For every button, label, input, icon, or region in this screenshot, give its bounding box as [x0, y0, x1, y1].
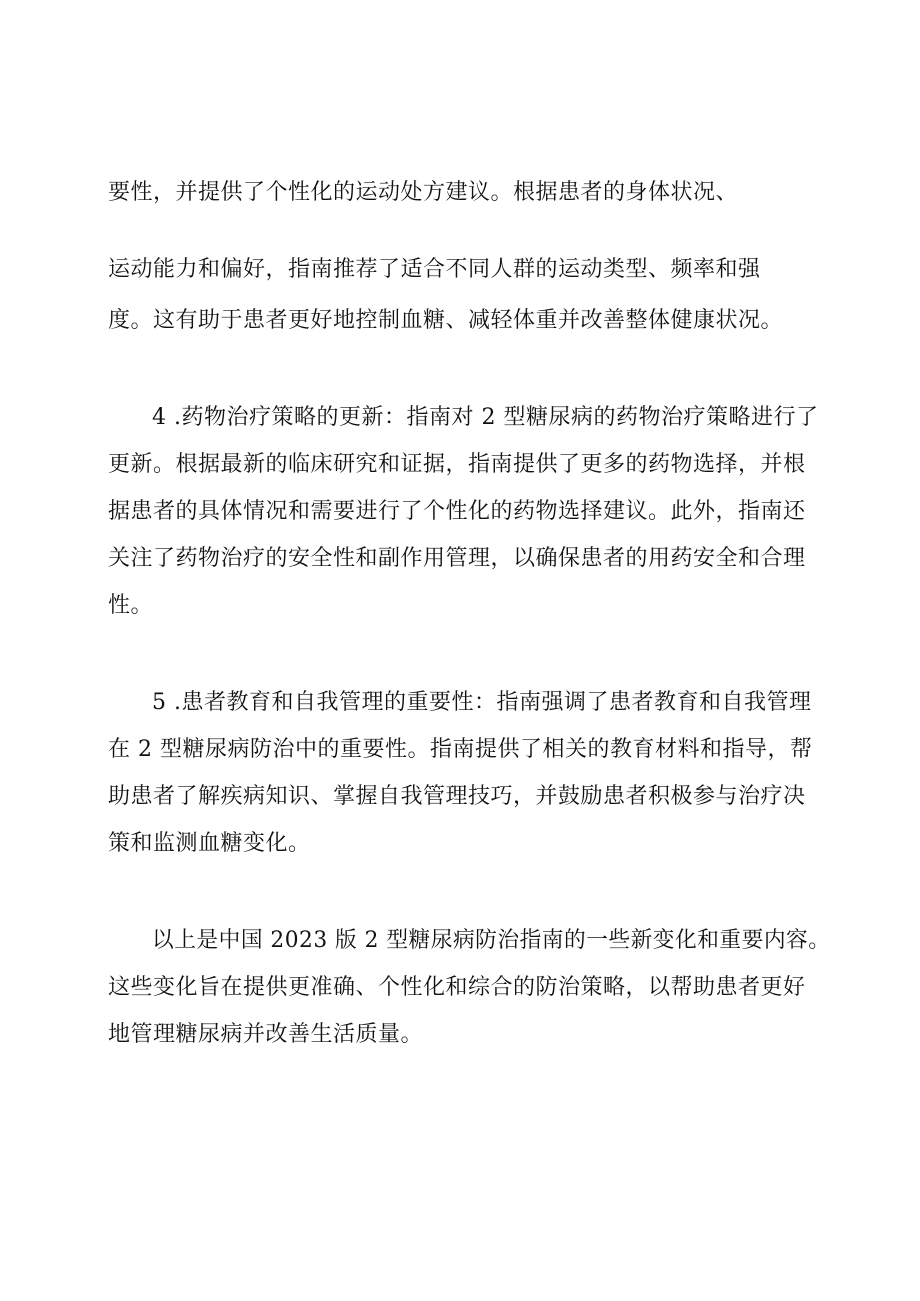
text-line: 性。 [108, 593, 154, 618]
text-line: 4 .药物治疗策略的更新：指南对 2 型糖尿病的药物治疗策略进行了 [152, 405, 819, 430]
text-line: 策和监测血糖变化。 [108, 831, 311, 856]
text-line: 以上是中国 2023 版 2 型糖尿病防治指南的一些新变化和重要内容。 [152, 928, 831, 953]
text-line: 5 .患者教育和自我管理的重要性：指南强调了患者教育和自我管理 [152, 690, 812, 715]
text-line: 这些变化旨在提供更准确、个性化和综合的防治策略，以帮助患者更好 [108, 975, 806, 1000]
text-line: 地管理糖尿病并改善生活质量。 [108, 1022, 424, 1047]
text-line: 要性，并提供了个性化的运动处方建议。根据患者的身体状况、 [108, 180, 739, 205]
text-line: 更新。根据最新的临床研究和证据，指南提供了更多的药物选择，并根 [108, 452, 806, 477]
text-line: 度。这有助于患者更好地控制血糖、减轻体重并改善整体健康状况。 [108, 308, 784, 333]
text-line: 在 2 型糖尿病防治中的重要性。指南提供了相关的教育材料和指导，帮 [108, 737, 813, 762]
text-line: 运动能力和偏好，指南推荐了适合不同人群的运动类型、频率和强 [108, 257, 761, 282]
text-line: 关注了药物治疗的安全性和副作用管理，以确保患者的用药安全和合理 [108, 546, 806, 571]
text-line: 助患者了解疾病知识、掌握自我管理技巧，并鼓励患者积极参与治疗决 [108, 784, 806, 809]
text-line: 据患者的具体情况和需要进行了个性化的药物选择建议。此外，指南还 [108, 499, 806, 524]
